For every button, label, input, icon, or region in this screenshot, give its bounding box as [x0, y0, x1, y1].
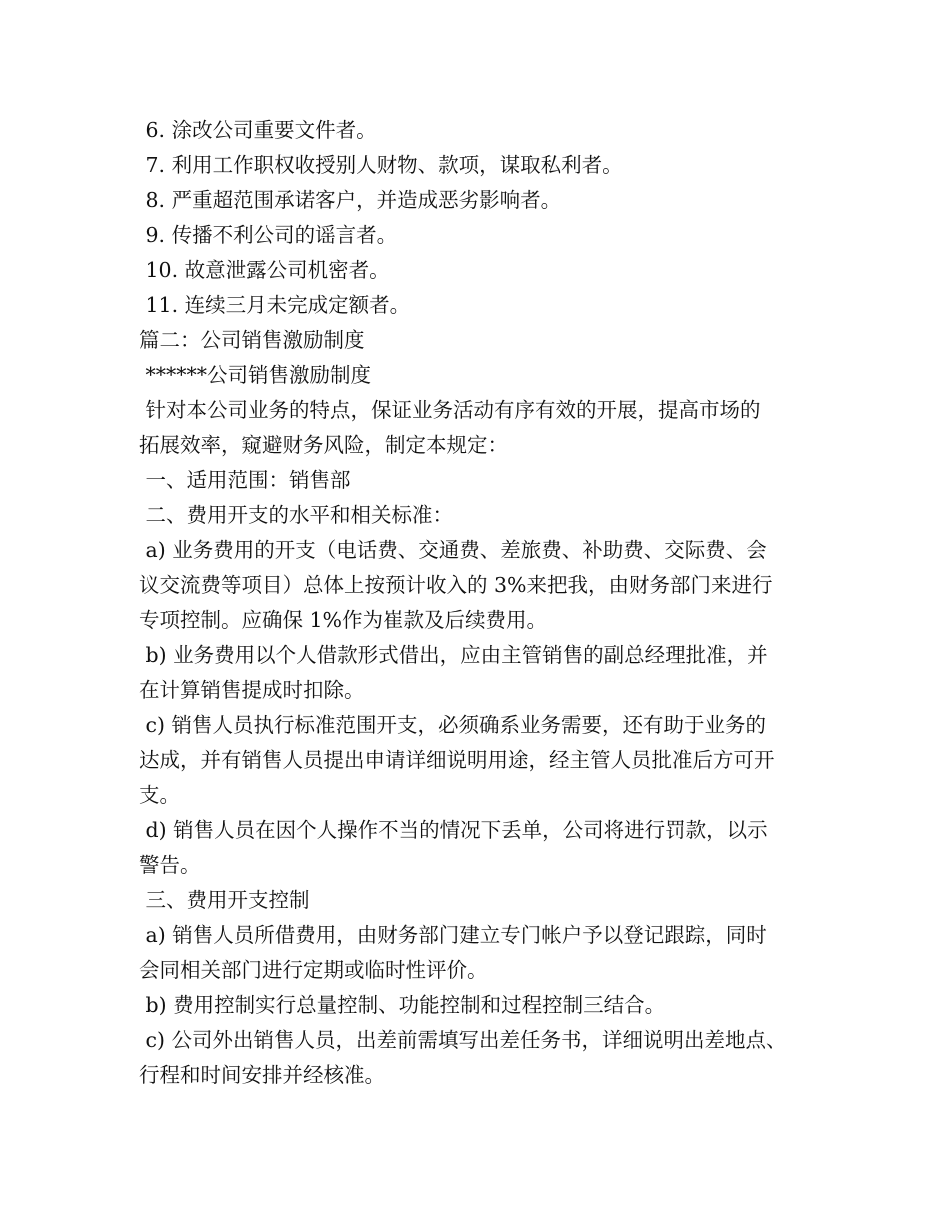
paragraph-intro-line: 拓展效率，窥避财务风险，制定本规定：	[139, 433, 508, 457]
clause-2b-line: 在计算销售提成时扣除。	[139, 678, 365, 702]
clause-3b-line: b) 费用控制实行总量控制、功能控制和过程控制三结合。	[139, 993, 666, 1017]
clause-2b-line: b) 业务费用以个人借款形式借出，应由主管销售的副总经理批准，并	[139, 643, 768, 667]
document-title: ******公司销售激励制度	[139, 363, 372, 387]
clause-2a-line: a) 业务费用的开支（电话费、交通费、差旅费、补助费、交际费、会	[139, 538, 767, 562]
clause-2c-line: 支。	[139, 783, 180, 807]
clause-2c-line: 达成，并有销售人员提出申请详细说明用途，经主管人员批准后方可开	[139, 748, 775, 772]
clause-3c-line: 行程和时间安排并经核准。	[139, 1063, 385, 1087]
section-heading: 篇二：公司销售激励制度	[139, 328, 365, 352]
clause-heading-scope: 一、适用范围：销售部	[139, 468, 351, 492]
text-line-item-11: 11. 连续三月未完成定额者。	[139, 293, 411, 317]
clause-2a-line: 议交流费等项目）总体上按预计收入的 3%来把我，由财务部门来进行	[139, 573, 773, 597]
clause-3a-line: 会同相关部门进行定期或临时性评价。	[139, 958, 488, 982]
clause-2a-line: 专项控制。应确保 1%作为崔款及后续费用。	[139, 608, 548, 632]
clause-2c-line: c) 销售人员执行标准范围开支，必须确系业务需要，还有助于业务的	[139, 713, 767, 737]
text-line-item-6: 6. 涂改公司重要文件者。	[139, 118, 377, 142]
clause-2d-line: d) 销售人员在因个人操作不当的情况下丢单，公司将进行罚款，以示	[139, 818, 768, 842]
clause-2d-line: 警告。	[139, 853, 201, 877]
document-body	[139, 113, 829, 1093]
clause-3c-line: c) 公司外出销售人员，出差前需填写出差任务书，详细说明出差地点、	[139, 1028, 787, 1052]
text-line-item-7: 7. 利用工作职权收授别人财物、款项，谋取私利者。	[139, 153, 623, 177]
paragraph-intro-line: 针对本公司业务的特点，保证业务活动有序有效的开展，提高市场的	[139, 398, 761, 422]
clause-heading-expense-control: 三、费用开支控制	[139, 888, 310, 912]
text-line-item-10: 10. 故意泄露公司机密者。	[139, 258, 390, 282]
text-line-item-8: 8. 严重超范围承诺客户，并造成恶劣影响者。	[139, 188, 562, 212]
clause-3a-line: a) 销售人员所借费用，由财务部门建立专门帐户予以登记跟踪，同时	[139, 923, 767, 947]
clause-heading-expense-standards: 二、费用开支的水平和相关标准：	[139, 503, 454, 527]
text-line-item-9: 9. 传播不利公司的谣言者。	[139, 223, 398, 247]
